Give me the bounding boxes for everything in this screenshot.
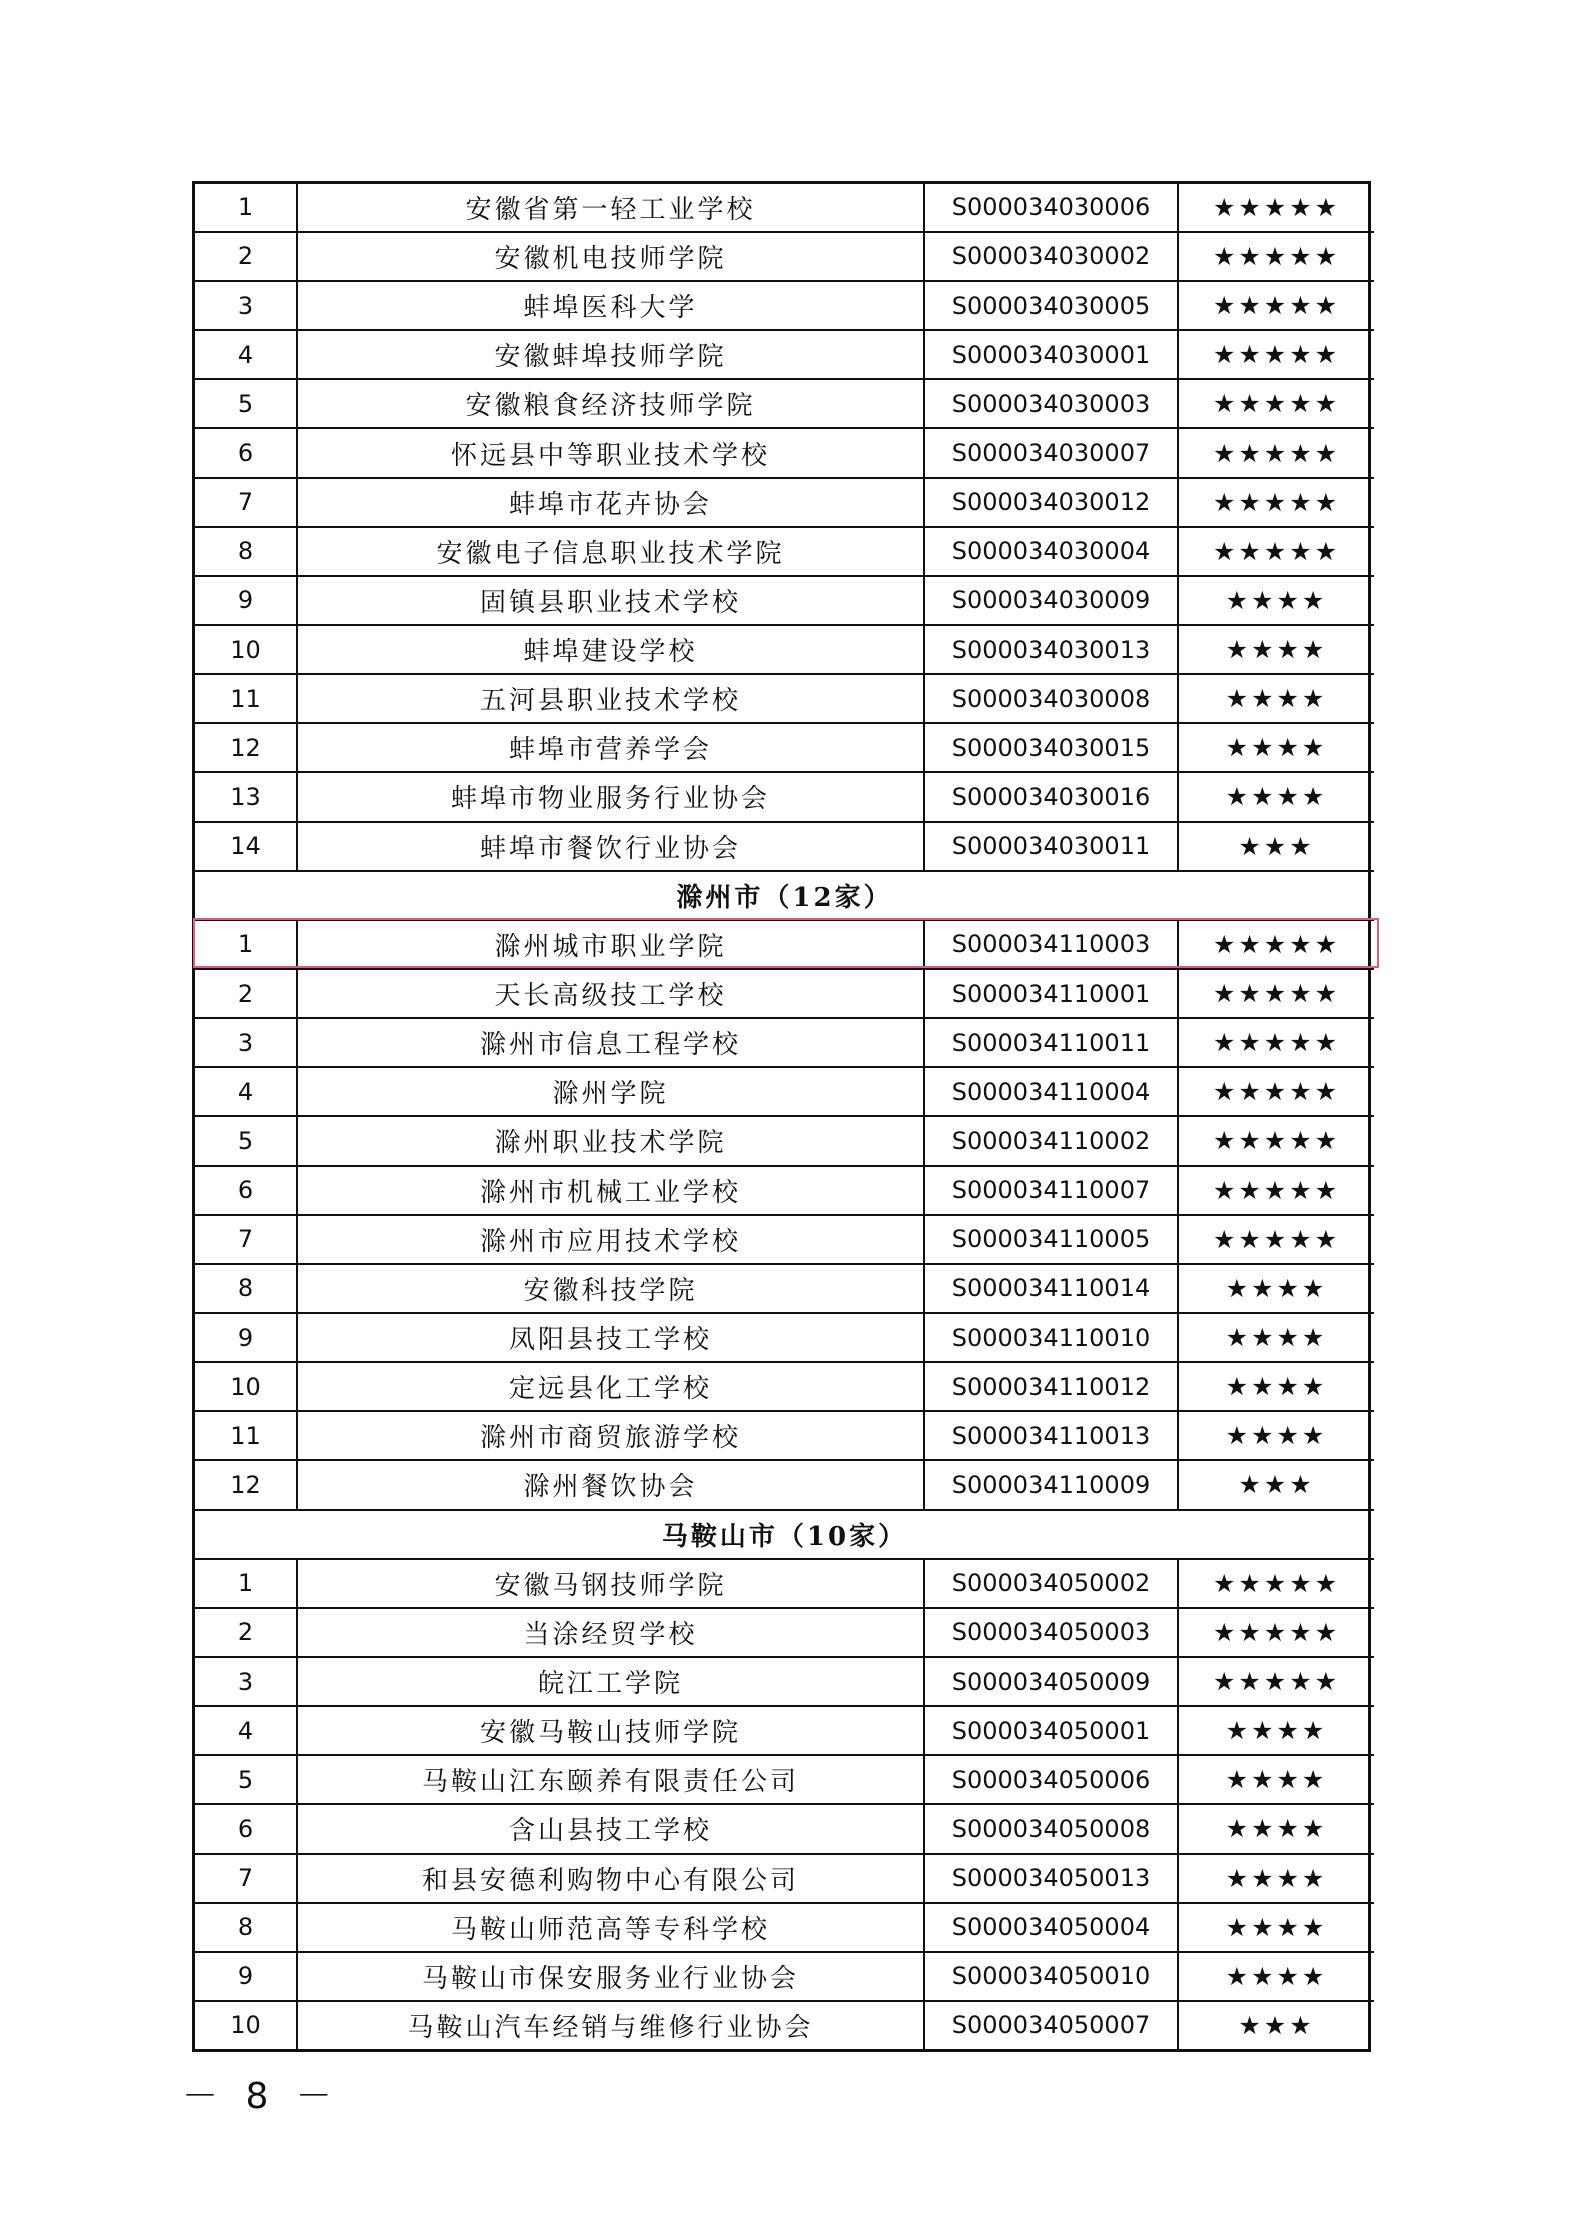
row-number: 8 <box>195 1264 297 1313</box>
table-row <box>195 1460 1374 1509</box>
institution-code: S000034110011 <box>924 1018 1178 1067</box>
roster-table-frame <box>192 181 1371 2052</box>
row-number: 4 <box>195 1067 297 1116</box>
row-number: 13 <box>195 772 297 821</box>
star-rating: ★★★★★ <box>1178 330 1374 379</box>
institution-name: 滁州城市职业学院 <box>297 920 924 969</box>
institution-name: 安徽马鞍山技师学院 <box>297 1706 924 1755</box>
institution-code: S000034030015 <box>924 723 1178 772</box>
table-row <box>195 330 1374 379</box>
star-rating: ★★★★★ <box>1178 969 1374 1018</box>
star-rating: ★★★★ <box>1178 1854 1374 1903</box>
institution-code: S000034030007 <box>924 428 1178 477</box>
table-row <box>195 379 1374 428</box>
institution-name: 蚌埠市物业服务行业协会 <box>297 772 924 821</box>
institution-code: S000034030013 <box>924 625 1178 674</box>
star-rating: ★★★★★ <box>1178 920 1374 969</box>
institution-name: 蚌埠市营养学会 <box>297 723 924 772</box>
institution-name: 滁州市信息工程学校 <box>297 1018 924 1067</box>
row-number: 11 <box>195 1411 297 1460</box>
table-row <box>195 1264 1374 1313</box>
institution-name: 含山县技工学校 <box>297 1804 924 1853</box>
institution-name: 马鞍山师范高等专科学校 <box>297 1903 924 1952</box>
row-number: 10 <box>195 1362 297 1411</box>
institution-name: 固镇县职业技术学校 <box>297 576 924 625</box>
city-heading: 马鞍山市（10家） <box>195 1510 1374 1559</box>
table-row <box>195 1854 1374 1903</box>
table-row <box>195 428 1374 477</box>
star-rating: ★★★ <box>1178 2001 1374 2049</box>
institution-name: 定远县化工学校 <box>297 1362 924 1411</box>
institution-code: S000034050008 <box>924 1804 1178 1853</box>
institution-code: S000034110009 <box>924 1460 1178 1509</box>
row-number: 6 <box>195 1166 297 1215</box>
row-number: 12 <box>195 723 297 772</box>
institution-name: 滁州职业技术学院 <box>297 1116 924 1165</box>
table-row <box>195 527 1374 576</box>
page-number: － 8 － <box>182 2076 340 2117</box>
institution-code: S000034050004 <box>924 1903 1178 1952</box>
row-number: 8 <box>195 527 297 576</box>
row-number: 3 <box>195 281 297 330</box>
institution-code: S000034050002 <box>924 1559 1178 1608</box>
institution-name: 和县安德利购物中心有限公司 <box>297 1854 924 1903</box>
row-number: 5 <box>195 1116 297 1165</box>
institution-code: S000034110004 <box>924 1067 1178 1116</box>
table-row <box>195 576 1374 625</box>
star-rating: ★★★★ <box>1178 1903 1374 1952</box>
institution-name: 滁州学院 <box>297 1067 924 1116</box>
row-number: 12 <box>195 1460 297 1509</box>
institution-code: S000034030005 <box>924 281 1178 330</box>
institution-code: S000034030006 <box>924 184 1178 232</box>
star-rating: ★★★★ <box>1178 1362 1374 1411</box>
institution-code: S000034050006 <box>924 1755 1178 1804</box>
institution-code: S000034030001 <box>924 330 1178 379</box>
institution-name: 安徽蚌埠技师学院 <box>297 330 924 379</box>
table-row <box>195 674 1374 723</box>
row-number: 10 <box>195 625 297 674</box>
institution-name: 安徽粮食经济技师学院 <box>297 379 924 428</box>
star-rating: ★★★★★ <box>1178 527 1374 576</box>
table-row <box>195 1215 1374 1264</box>
row-number: 9 <box>195 1952 297 2001</box>
table-row <box>195 1313 1374 1362</box>
star-rating: ★★★★ <box>1178 1411 1374 1460</box>
star-rating: ★★★★★ <box>1178 232 1374 281</box>
star-rating: ★★★★ <box>1178 625 1374 674</box>
row-number: 3 <box>195 1657 297 1706</box>
institution-name: 滁州市应用技术学校 <box>297 1215 924 1264</box>
institution-name: 天长高级技工学校 <box>297 969 924 1018</box>
institution-code: S000034030008 <box>924 674 1178 723</box>
row-number: 9 <box>195 1313 297 1362</box>
institution-name: 安徽机电技师学院 <box>297 232 924 281</box>
institution-code: S000034050007 <box>924 2001 1178 2049</box>
institution-code: S000034110005 <box>924 1215 1178 1264</box>
institution-code: S000034110013 <box>924 1411 1178 1460</box>
star-rating: ★★★★ <box>1178 1755 1374 1804</box>
table-row <box>195 1116 1374 1165</box>
institution-code: S000034110002 <box>924 1116 1178 1165</box>
row-number: 2 <box>195 1608 297 1657</box>
row-number: 10 <box>195 2001 297 2049</box>
table-row <box>195 920 1374 969</box>
table-row <box>195 281 1374 330</box>
star-rating: ★★★★ <box>1178 1706 1374 1755</box>
row-number: 1 <box>195 920 297 969</box>
table-row <box>195 1608 1374 1657</box>
row-number: 6 <box>195 428 297 477</box>
row-number: 5 <box>195 1755 297 1804</box>
table-row <box>195 184 1374 232</box>
institution-code: S000034050003 <box>924 1608 1178 1657</box>
row-number: 9 <box>195 576 297 625</box>
row-number: 5 <box>195 379 297 428</box>
institution-name: 滁州餐饮协会 <box>297 1460 924 1509</box>
institution-code: S000034050010 <box>924 1952 1178 2001</box>
table-row <box>195 822 1374 871</box>
table-row <box>195 1706 1374 1755</box>
row-number: 2 <box>195 969 297 1018</box>
table-row <box>195 625 1374 674</box>
table-row <box>195 969 1374 1018</box>
star-rating: ★★★★★ <box>1178 1166 1374 1215</box>
table-row <box>195 1657 1374 1706</box>
roster-table <box>195 184 1374 2049</box>
table-row <box>195 1362 1374 1411</box>
star-rating: ★★★ <box>1178 1460 1374 1509</box>
institution-name: 蚌埠市餐饮行业协会 <box>297 822 924 871</box>
star-rating: ★★★★ <box>1178 723 1374 772</box>
table-row <box>195 1755 1374 1804</box>
institution-code: S000034110014 <box>924 1264 1178 1313</box>
row-number: 7 <box>195 478 297 527</box>
institution-name: 皖江工学院 <box>297 1657 924 1706</box>
institution-code: S000034110007 <box>924 1166 1178 1215</box>
table-row <box>195 1411 1374 1460</box>
table-row <box>195 232 1374 281</box>
row-number: 1 <box>195 1559 297 1608</box>
star-rating: ★★★★ <box>1178 1264 1374 1313</box>
institution-code: S000034050013 <box>924 1854 1178 1903</box>
table-row <box>195 478 1374 527</box>
institution-name: 安徽科技学院 <box>297 1264 924 1313</box>
institution-code: S000034110001 <box>924 969 1178 1018</box>
star-rating: ★★★★ <box>1178 1952 1374 2001</box>
institution-name: 五河县职业技术学校 <box>297 674 924 723</box>
table-row <box>195 1166 1374 1215</box>
institution-code: S000034030016 <box>924 772 1178 821</box>
city-heading-row <box>195 1510 1374 1559</box>
star-rating: ★★★★★ <box>1178 184 1374 232</box>
table-row <box>195 1018 1374 1067</box>
institution-name: 凤阳县技工学校 <box>297 1313 924 1362</box>
institution-name: 安徽电子信息职业技术学院 <box>297 527 924 576</box>
star-rating: ★★★★★ <box>1178 1657 1374 1706</box>
table-row <box>195 2001 1374 2049</box>
table-row <box>195 1559 1374 1608</box>
row-number: 3 <box>195 1018 297 1067</box>
row-number: 7 <box>195 1215 297 1264</box>
institution-code: S000034110012 <box>924 1362 1178 1411</box>
star-rating: ★★★★★ <box>1178 379 1374 428</box>
star-rating: ★★★★★ <box>1178 281 1374 330</box>
star-rating: ★★★★★ <box>1178 428 1374 477</box>
institution-code: S000034110003 <box>924 920 1178 969</box>
star-rating: ★★★★★ <box>1178 1559 1374 1608</box>
row-number: 7 <box>195 1854 297 1903</box>
institution-name: 蚌埠市花卉协会 <box>297 478 924 527</box>
table-row <box>195 1067 1374 1116</box>
institution-name: 蚌埠医科大学 <box>297 281 924 330</box>
row-number: 4 <box>195 330 297 379</box>
table-row <box>195 772 1374 821</box>
row-number: 14 <box>195 822 297 871</box>
star-rating: ★★★★ <box>1178 1313 1374 1362</box>
institution-code: S000034030003 <box>924 379 1178 428</box>
institution-code: S000034030009 <box>924 576 1178 625</box>
star-rating: ★★★★ <box>1178 674 1374 723</box>
institution-name: 马鞍山市保安服务业行业协会 <box>297 1952 924 2001</box>
institution-code: S000034050001 <box>924 1706 1178 1755</box>
city-heading: 滁州市（12家） <box>195 871 1374 920</box>
city-heading-row <box>195 871 1374 920</box>
institution-code: S000034050009 <box>924 1657 1178 1706</box>
table-row <box>195 1804 1374 1853</box>
table-row <box>195 1952 1374 2001</box>
row-number: 8 <box>195 1903 297 1952</box>
star-rating: ★★★★★ <box>1178 1018 1374 1067</box>
star-rating: ★★★★★ <box>1178 478 1374 527</box>
institution-name: 马鞍山江东颐养有限责任公司 <box>297 1755 924 1804</box>
row-number: 4 <box>195 1706 297 1755</box>
star-rating: ★★★★★ <box>1178 1608 1374 1657</box>
row-number: 11 <box>195 674 297 723</box>
table-row <box>195 723 1374 772</box>
star-rating: ★★★★ <box>1178 1804 1374 1853</box>
star-rating: ★★★ <box>1178 822 1374 871</box>
institution-name: 滁州市机械工业学校 <box>297 1166 924 1215</box>
institution-code: S000034110010 <box>924 1313 1178 1362</box>
institution-name: 马鞍山汽车经销与维修行业协会 <box>297 2001 924 2049</box>
institution-code: S000034030002 <box>924 232 1178 281</box>
institution-name: 怀远县中等职业技术学校 <box>297 428 924 477</box>
star-rating: ★★★★ <box>1178 772 1374 821</box>
institution-name: 安徽马钢技师学院 <box>297 1559 924 1608</box>
star-rating: ★★★★★ <box>1178 1215 1374 1264</box>
institution-name: 当涂经贸学校 <box>297 1608 924 1657</box>
table-row <box>195 1903 1374 1952</box>
row-number: 1 <box>195 184 297 232</box>
institution-code: S000034030004 <box>924 527 1178 576</box>
row-number: 6 <box>195 1804 297 1853</box>
star-rating: ★★★★★ <box>1178 1067 1374 1116</box>
star-rating: ★★★★★ <box>1178 1116 1374 1165</box>
institution-name: 蚌埠建设学校 <box>297 625 924 674</box>
institution-name: 安徽省第一轻工业学校 <box>297 184 924 232</box>
institution-code: S000034030012 <box>924 478 1178 527</box>
row-number: 2 <box>195 232 297 281</box>
institution-name: 滁州市商贸旅游学校 <box>297 1411 924 1460</box>
star-rating: ★★★★ <box>1178 576 1374 625</box>
institution-code: S000034030011 <box>924 822 1178 871</box>
